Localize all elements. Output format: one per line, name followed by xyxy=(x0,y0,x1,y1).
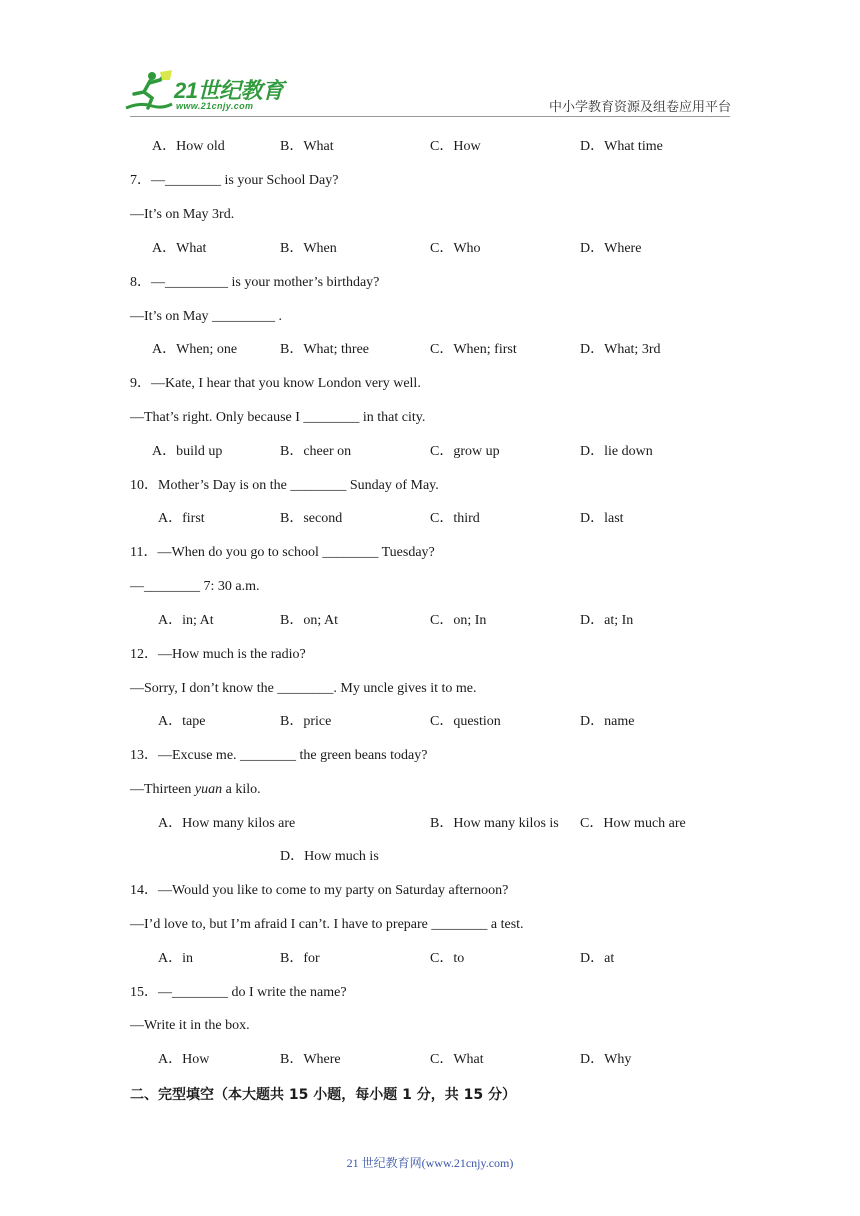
q13-option-c: C．How much are xyxy=(580,816,686,831)
q14-option-d: D．at xyxy=(580,951,615,966)
q12-option-b: B．price xyxy=(280,714,332,729)
q7-question: 7．—________ is your School Day? xyxy=(130,173,339,188)
q15-option-c: C．What xyxy=(430,1052,484,1067)
q10-option-b: B．second xyxy=(280,511,343,526)
q7-option-b: B．When xyxy=(280,241,337,256)
q8-option-c: C．When; first xyxy=(430,342,517,357)
q10-question: 10．Mother’s Day is on the ________ Sunday of May. xyxy=(130,478,439,493)
q9-option-d: D．lie down xyxy=(580,444,653,459)
q10-option-a: A．first xyxy=(158,511,205,526)
q6-option-c: C．How xyxy=(430,139,481,154)
q8-response: —It’s on May _________ . xyxy=(130,309,283,324)
q14-response: —I’d love to, but I’m afraid I can’t. I have to prepare ________ a test. xyxy=(130,917,524,932)
q13-response-post: a kilo. xyxy=(222,782,261,797)
header-tagline: 中小学教育资源及组卷应用平台 xyxy=(549,99,732,114)
q10-option-c: C．third xyxy=(430,511,480,526)
q13-question: 13．—Excuse me. ________ the green beans today? xyxy=(130,748,428,763)
q12-option-a: A．tape xyxy=(158,714,206,729)
q6-option-a: A．How old xyxy=(152,139,225,154)
header-divider xyxy=(130,116,730,117)
q12-option-d: D．name xyxy=(580,714,635,729)
q9-option-a: A．build up xyxy=(152,444,223,459)
q9-option-c: C．grow up xyxy=(430,444,500,459)
q9-option-b: B．cheer on xyxy=(280,444,352,459)
q7-option-a: A．What xyxy=(152,241,207,256)
q14-option-a: A．in xyxy=(158,951,193,966)
q14-question: 14．—Would you like to come to my party on Saturday afternoon? xyxy=(130,883,509,898)
q11-option-b: B．on; At xyxy=(280,613,338,628)
q7-response: —It’s on May 3rd. xyxy=(130,207,235,222)
runner-icon xyxy=(122,68,182,118)
q7-option-c: C．Who xyxy=(430,241,481,256)
q15-option-d: D．Why xyxy=(580,1052,632,1067)
q15-option-a: A．How xyxy=(158,1052,210,1067)
q6-option-d: D．What time xyxy=(580,139,663,154)
q13-option-a: A．How many kilos are xyxy=(158,816,296,831)
logo-url: www.21cnjy.com xyxy=(176,101,254,111)
page-footer: 21 世纪教育网(www.21cnjy.com) xyxy=(346,1156,514,1170)
q13-response-italic: yuan xyxy=(194,782,223,797)
q10-option-d: D．last xyxy=(580,511,624,526)
q7-option-d: D．Where xyxy=(580,241,642,256)
q9-response: —That’s right. Only because I ________ in that city. xyxy=(130,410,426,425)
q13-response xyxy=(130,781,261,799)
q8-option-a: A．When; one xyxy=(152,342,238,357)
q11-response: —________ 7: 30 a.m. xyxy=(130,579,260,594)
q9-question: 9．—Kate, I hear that you know London very well. xyxy=(130,376,421,391)
q13-option-d: D．How much is xyxy=(280,849,379,864)
page-header xyxy=(0,0,860,120)
q14-option-b: B．for xyxy=(280,951,320,966)
q6-option-b: B．What xyxy=(280,139,334,154)
q12-response: —Sorry, I don’t know the ________. My uncle gives it to me. xyxy=(130,681,477,696)
q11-option-a: A．in; At xyxy=(158,613,214,628)
logo-text: 21世纪教育 xyxy=(174,78,284,103)
q11-question: 11．—When do you go to school ________ Tuesday? xyxy=(130,545,435,560)
q15-response: —Write it in the box. xyxy=(130,1018,250,1033)
q11-option-d: D．at; In xyxy=(580,613,634,628)
q8-option-b: B．What; three xyxy=(280,342,370,357)
logo xyxy=(122,68,292,118)
q15-option-b: B．Where xyxy=(280,1052,341,1067)
q13-response-pre: —Thirteen xyxy=(130,782,195,797)
q11-option-c: C．on; In xyxy=(430,613,487,628)
q13-option-b: B．How many kilos is xyxy=(430,816,559,831)
section-heading: 二、完型填空（本大题共 15 小题，每小题 1 分，共 15 分） xyxy=(130,1087,516,1103)
q8-question: 8．—_________ is your mother’s birthday? xyxy=(130,275,380,290)
q14-option-c: C．to xyxy=(430,951,465,966)
q15-question: 15．—________ do I write the name? xyxy=(130,985,347,1000)
q12-option-c: C．question xyxy=(430,714,501,729)
q12-question: 12．—How much is the radio? xyxy=(130,647,306,662)
q8-option-d: D．What; 3rd xyxy=(580,342,661,357)
